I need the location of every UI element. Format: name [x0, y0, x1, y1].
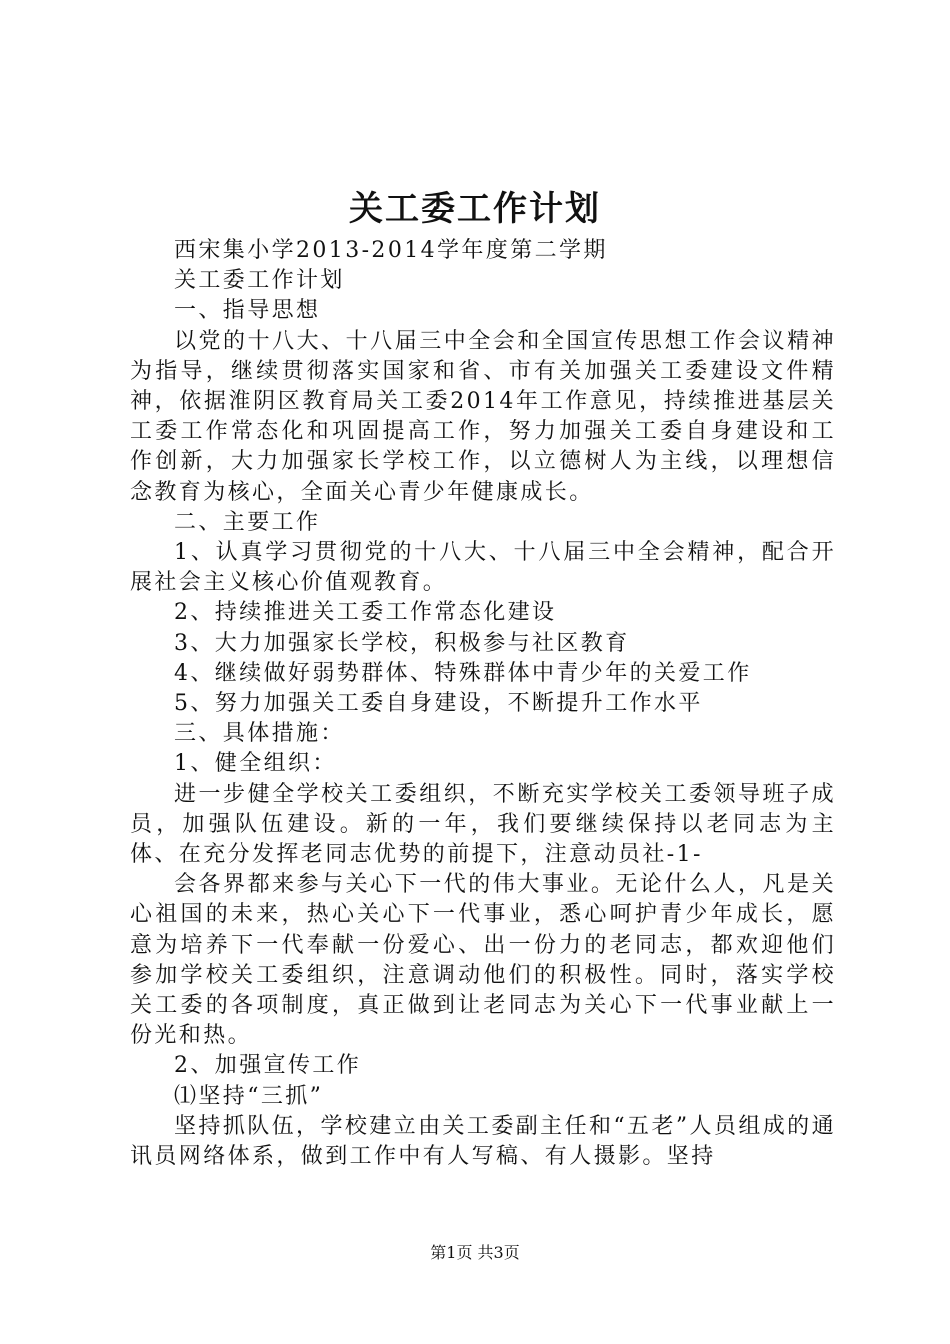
document-title: 关工委工作计划	[349, 189, 601, 229]
list-item: 5、努力加强关工委自身建设，不断提升工作水平	[174, 691, 703, 717]
list-item: 4、继续做好弱势群体、特殊群体中青少年的关爱工作	[174, 660, 752, 686]
subheading-organization: 1、健全组织：	[174, 751, 337, 777]
list-item: 2、持续推进关工委工作常态化建设	[174, 600, 557, 626]
paragraph-subtitle: 关工委工作计划	[174, 268, 345, 294]
page-number-footer: 第1页 共3页	[430, 1243, 520, 1262]
paragraph-organization-continued: 会各界都来参与关心下一代的伟大事业。无论什么人，凡是关心祖国的未来，热心关心下一代事业，悉心呵护青少年成长，愿意为培养下一代奉献一份爱心、出一份力的老同志，都欢迎他们参加学校关工委组织，注意调动他们的积极性。同时，落实学校关工委的各项制度，真正做到让老同志为关心下一代事业献上一份光和热。	[130, 872, 836, 1049]
paragraph-team-building: 坚持抓队伍，学校建立由关工委副主任和“五老”人员组成的通讯员网络体系，做到工作中有人写稿、有人摄影。坚持	[130, 1113, 836, 1170]
list-item: 3、大力加强家长学校，积极参与社区教育	[174, 630, 630, 656]
document-body	[130, 236, 836, 1172]
paragraph-school-term: 西宋集小学2013-2014学年度第二学期	[174, 238, 608, 263]
section-heading-measures: 三、具体措施：	[174, 721, 345, 747]
paragraph-organization: 进一步健全学校关工委组织，不断充实学校关工委领导班子成员，加强队伍建设。新的一年，我们要继续保持以老同志为主体、在充分发挥老同志优势的前提下，注意动员社-1-	[130, 781, 836, 868]
paragraph-guiding-ideology: 以党的十八大、十八届三中全会和全国宣传思想工作会议精神为指导，继续贯彻落实国家和省、市有关加强关工委建设文件精神，依据淮阴区教育局关工委2014年工作意见，持续推进基层关工委工作常态化和巩固提高工作，努力加强关工委自身建设和工作创新，大力加强家长学校工作，以立德树人为主线，以理想信念教育为核心，全面关心青少年健康成长。	[130, 328, 836, 505]
section-heading-main-work: 二、主要工作	[174, 509, 321, 535]
subheading-publicity: 2、加强宣传工作	[174, 1053, 362, 1079]
list-item: 1、认真学习贯彻党的十八大、十八届三中全会精神，配合开展社会主义核心价值观教育。	[130, 540, 836, 596]
section-heading-guiding-ideology: 一、指导思想	[174, 298, 321, 324]
subheading-three-grasps: ⑴坚持“三抓”	[174, 1083, 324, 1109]
